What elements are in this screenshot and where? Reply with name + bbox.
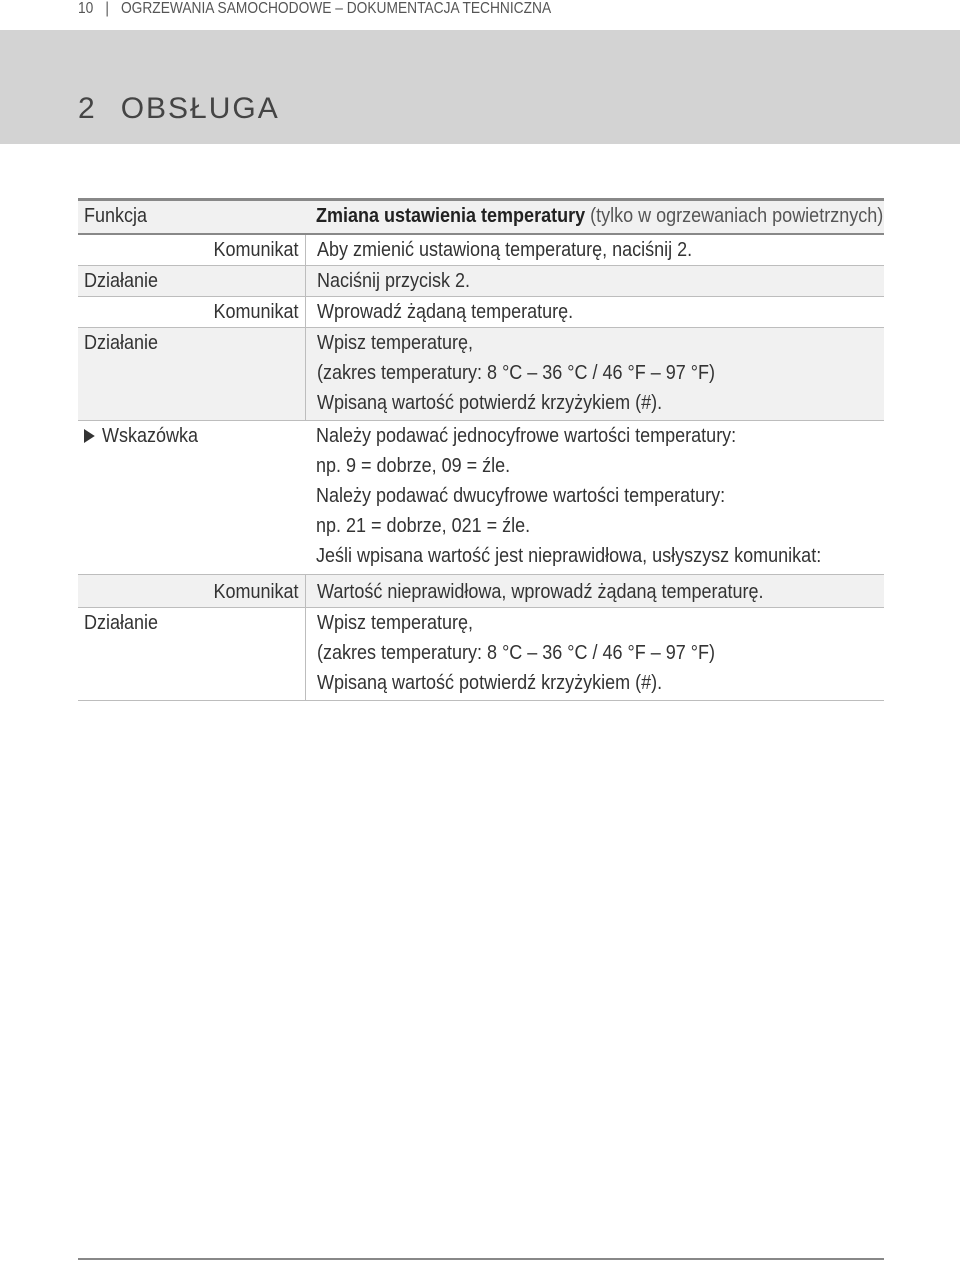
row-label: Działanie xyxy=(84,612,159,634)
table-row xyxy=(78,234,884,266)
row-sublabel: Komunikat xyxy=(213,239,299,261)
header-note: (tylko w ogrzewaniach powietrznych) xyxy=(590,205,884,227)
table-row xyxy=(78,297,884,328)
table-row xyxy=(78,328,884,421)
row-text: Jeśli wpisana wartość jest nieprawidłowa, usłyszysz komunikat: xyxy=(316,545,822,567)
row-text: Należy podawać jednocyfrowe wartości temperatury: xyxy=(316,425,737,447)
function-table xyxy=(78,198,884,701)
header-label: Funkcja xyxy=(84,205,148,227)
row-text: Naciśnij przycisk 2. xyxy=(316,270,470,292)
chapter-title xyxy=(78,92,280,126)
table-row xyxy=(78,608,884,701)
triangle-right-icon xyxy=(84,429,95,443)
row-label: Działanie xyxy=(84,332,159,354)
row-text: Aby zmienić ustawioną temperaturę, naciśnij 2. xyxy=(316,239,692,261)
chapter-number: 2 xyxy=(78,92,95,125)
chapter-name: OBSŁUGA xyxy=(120,92,280,125)
page-number: 10 xyxy=(78,0,94,17)
row-label: Działanie xyxy=(84,270,159,292)
row-text: Wartość nieprawidłowa, wprowadź żądaną temperaturę. xyxy=(316,581,764,603)
row-text: Wpisz temperaturę, xyxy=(316,332,473,354)
row-text: Wpisaną wartość potwierdź krzyżykiem (#). xyxy=(316,392,662,414)
footer-rule xyxy=(78,1258,884,1260)
row-text: Wpisz temperaturę, xyxy=(316,612,473,634)
running-head-title: OGRZEWANIA SAMOCHODOWE – DOKUMENTACJA TECHNICZNA xyxy=(120,0,552,17)
row-label: Wskazówka xyxy=(102,425,199,447)
row-text: Należy podawać dwucyfrowe wartości temperatury: xyxy=(316,485,726,507)
table-row xyxy=(78,575,884,608)
table-row xyxy=(78,421,884,575)
running-head-separator: | xyxy=(105,0,109,17)
row-text: Wprowadź żądaną temperaturę. xyxy=(316,301,573,323)
row-text: (zakres temperatury: 8 °C – 36 °C / 46 °F – 97 °F) xyxy=(316,642,715,664)
table-header-row xyxy=(78,200,884,235)
row-text: (zakres temperatury: 8 °C – 36 °C / 46 °F – 97 °F) xyxy=(316,362,715,384)
running-head xyxy=(78,0,551,22)
chapter-band xyxy=(0,30,960,144)
row-text: np. 21 = dobrze, 021 = źle. xyxy=(316,515,531,537)
row-sublabel: Komunikat xyxy=(213,301,299,323)
header-title: Zmiana ustawienia temperatury xyxy=(316,205,586,227)
row-sublabel: Komunikat xyxy=(213,581,299,603)
row-text: np. 9 = dobrze, 09 = źle. xyxy=(316,455,511,477)
row-text: Wpisaną wartość potwierdź krzyżykiem (#). xyxy=(316,672,662,694)
table-row xyxy=(78,266,884,297)
